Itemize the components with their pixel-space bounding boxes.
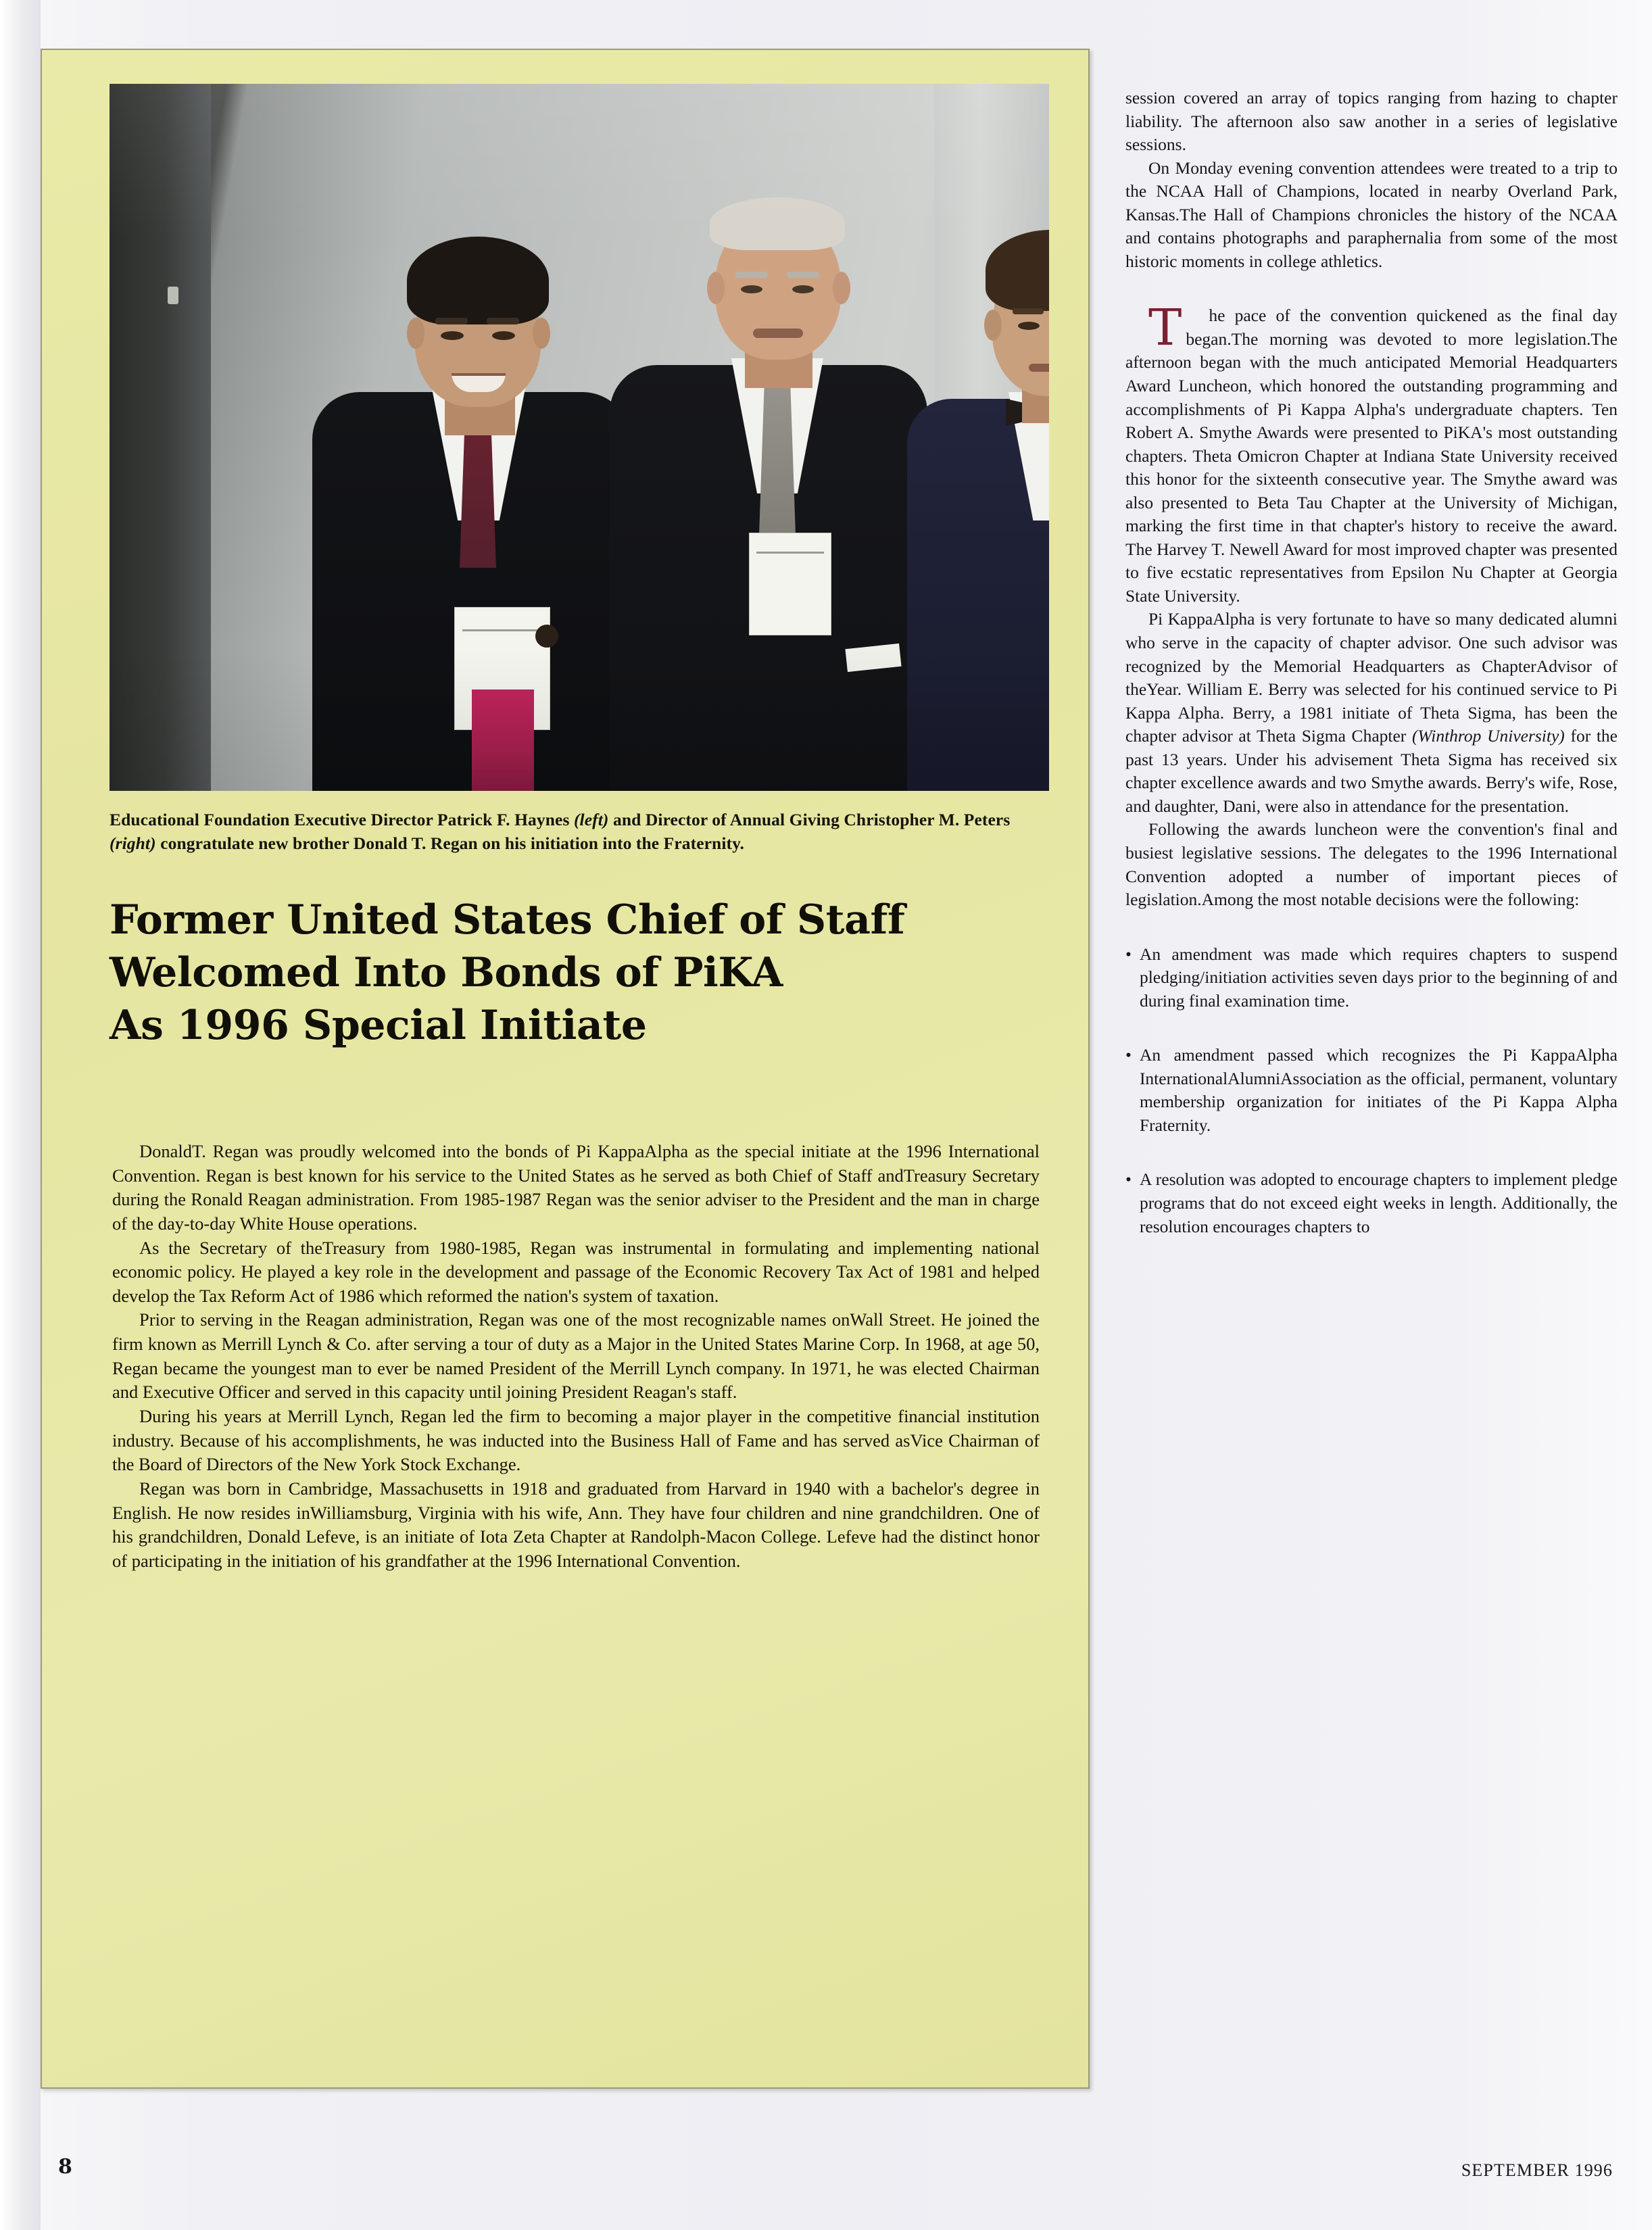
photo-image [110,84,1049,791]
headline-line-2: Welcomed Into Bonds of PiKA [110,949,783,996]
body-paragraph: DonaldT. Regan was proudly welcomed into the bonds of Pi KappaAlpha as the special initiate at the 1996 International Convention. Regan is best known for his service to the United States as he served as both Chief of Staff andTreasury Secretary during the Ronald Reagan administration. From 1985-1987 Regan was the senior adviser to the President and the man in charge of the day-to-day White House operations. [112,1141,1040,1234]
body-paragraph: Regan was born in Cambridge, Massachusetts in 1918 and graduated from Harvard in 1940 with a bachelor's degree in English. He now resides inWilliamsburg, Virginia with his wife, Ann. They have four children and nine grandchildren. One of his grandchildren, Donald Lefeve, is an initiate of Iota Zeta Chapter at Randolph-Macon College. Lefeve had the distinct honor of participating in the initiation of his grandfather at the 1996 International Convention. [112,1478,1040,1571]
article-headline [110,894,1002,1052]
headline-line-1: Former United States Chief of Staff [110,896,905,944]
body-paragraph [1125,608,1618,818]
dropcap-paragraph-text: he pace of the convention quickened as the final day began.The morning was devoted to more legislation.The afternoon began with the much anticipated Memorial Headquarters Award Luncheon, which honored the outstanding programming and accomplishments of Pi Kappa Alpha's undergraduate chapters. Ten Robert A. Smythe Awards were presented to PiKA's most outstanding chapters. Theta Omicron Chapter at Indiana State University received this honor for the sixteenth consecutive year. The Smythe award was also presented to Beta Tau Chapter at the University of Michigan, marking the first time in that chapter's history to receive the award. The Harvey T. Newell Award for most improved chapter was presented to five ecstatic representatives from Epsilon Nu Chapter at Georgia State University. [1125,306,1618,606]
advisor-university-italic: (Winthrop University) [1411,726,1565,746]
legislation-bullet-list [1125,943,1618,1238]
advisor-text-a: Pi KappaAlpha is very fortunate to have so many dedicated alumni who serve in the capacity of chapter advisor. One such advisor was recognized by the Memorial Headquarters as ChapterAdvisor of theYear. William E. Berry was selected for his continued service to Pi Kappa Alpha. Berry, a 1981 initiate of Theta Sigma, has been the chapter advisor at Theta Sigma Chapter [1125,609,1618,746]
advisor-text-b: for the past 13 years. Under his advisement Theta Sigma has received six chapter excellence awards and two Smythe awards. Berry's wife, Rose, and daughter, Dani, were also in attendance for the presentation. [1125,726,1618,816]
article-body-right [1125,87,1618,1269]
issue-date: SEPTEMBER 1996 [1461,2160,1613,2180]
scan-edge-shadow [0,0,41,2230]
list-item [1125,1044,1618,1137]
bullet-marker-icon: • [1125,944,1132,964]
page-number: 8 [58,2155,72,2179]
photo-caption [110,808,1030,855]
caption-text-1: Educational Foundation Executive Director Patrick F. Haynes [110,810,574,829]
body-paragraph: As the Secretary of theTreasury from 1980-1985, Regan was instrumental in formulating and implementing national economic policy. He played a key role in the development and passage of the Economic Recovery Tax Act of 1981 and helped develop the Tax Reform Act of 1986 which reformed the nation's system of taxation. [112,1237,1040,1306]
bullet-marker-icon: • [1125,1045,1132,1065]
bullet-marker-icon: • [1125,1169,1132,1190]
drop-cap-letter: T [1148,299,1182,358]
body-paragraph: Following the awards luncheon were the convention's final and busiest legislative sessions. The delegates to the 1996 International Convention adopted a number of important pieces of legislation.Among the most notable decisions were the following: [1125,819,1618,910]
photo-person-left [312,237,630,791]
list-item [1125,943,1618,1013]
convention-photo [110,84,1049,791]
body-paragraph: On Monday evening convention attendees were treated to a trip to the NCAA Hall of Champions, located in nearby Overland Park, Kansas.The Hall of Champions chronicles the history of the NCAA and contains photographs and paraphernalia from some of the most historic moments in college athletics. [1125,157,1618,271]
article-body-left [112,1140,1040,1574]
body-paragraph: During his years at Merrill Lynch, Regan led the firm to becoming a major player in the competitive financial institution industry. Because of his accomplishments, he was inducted into the Business Hall of Fame and has served asVice Chairman of the Board of Directors of the New York Stock Exchange. [112,1406,1040,1475]
list-item [1125,1168,1618,1238]
caption-text-3: congratulate new brother Donald T. Regan on his initiation into the Fraternity. [155,833,745,853]
list-item-text: An amendment passed which recognizes the Pi KappaAlpha InternationalAlumniAssociation as the official, permanent, voluntary membership organization for initiates of the Pi Kappa Alpha Fraternity. [1139,1045,1618,1135]
caption-text-2: and Director of Annual Giving Christopher M. Peters [608,810,1011,829]
continued-paragraph: session covered an array of topics ranging from hazing to chapter liability. The afternoon also saw another in a series of legislative sessions. [1125,88,1618,155]
list-item-text: A resolution was adopted to encourage chapters to implement pledge programs that do not exceed eight weeks in length. Additionally, the resolution encourages chapters to [1139,1169,1618,1236]
headline-line-3: As 1996 Special Initiate [110,1002,647,1049]
list-item-text: An amendment was made which requires chapters to suspend pledging/initiation activities seven days prior to the beginning of and during final examination time. [1139,944,1618,1011]
photo-person-right [907,230,1049,791]
dropcap-paragraph [1125,299,1618,608]
photo-person-center [610,196,927,791]
body-paragraph: Prior to serving in the Reagan administration, Regan was one of the most recognizable names onWall Street. He joined the firm known as Merrill Lynch & Co. after serving a tour of duty as a Major in the United States Marine Corp. In 1968, at age 50, Regan became the youngest man to ever be named President of the Merrill Lynch company. In 1971, he was elected Chairman and Executive Officer and served in this capacity until joining President Reagan's staff. [112,1309,1040,1403]
caption-emphasis-left: (left) [573,810,609,829]
caption-emphasis-right: (right) [110,833,156,853]
feature-panel [41,49,1090,2089]
photo-door-latch [168,287,178,304]
photo-doorframe [110,84,211,791]
paragraph-spacer [1125,273,1618,304]
